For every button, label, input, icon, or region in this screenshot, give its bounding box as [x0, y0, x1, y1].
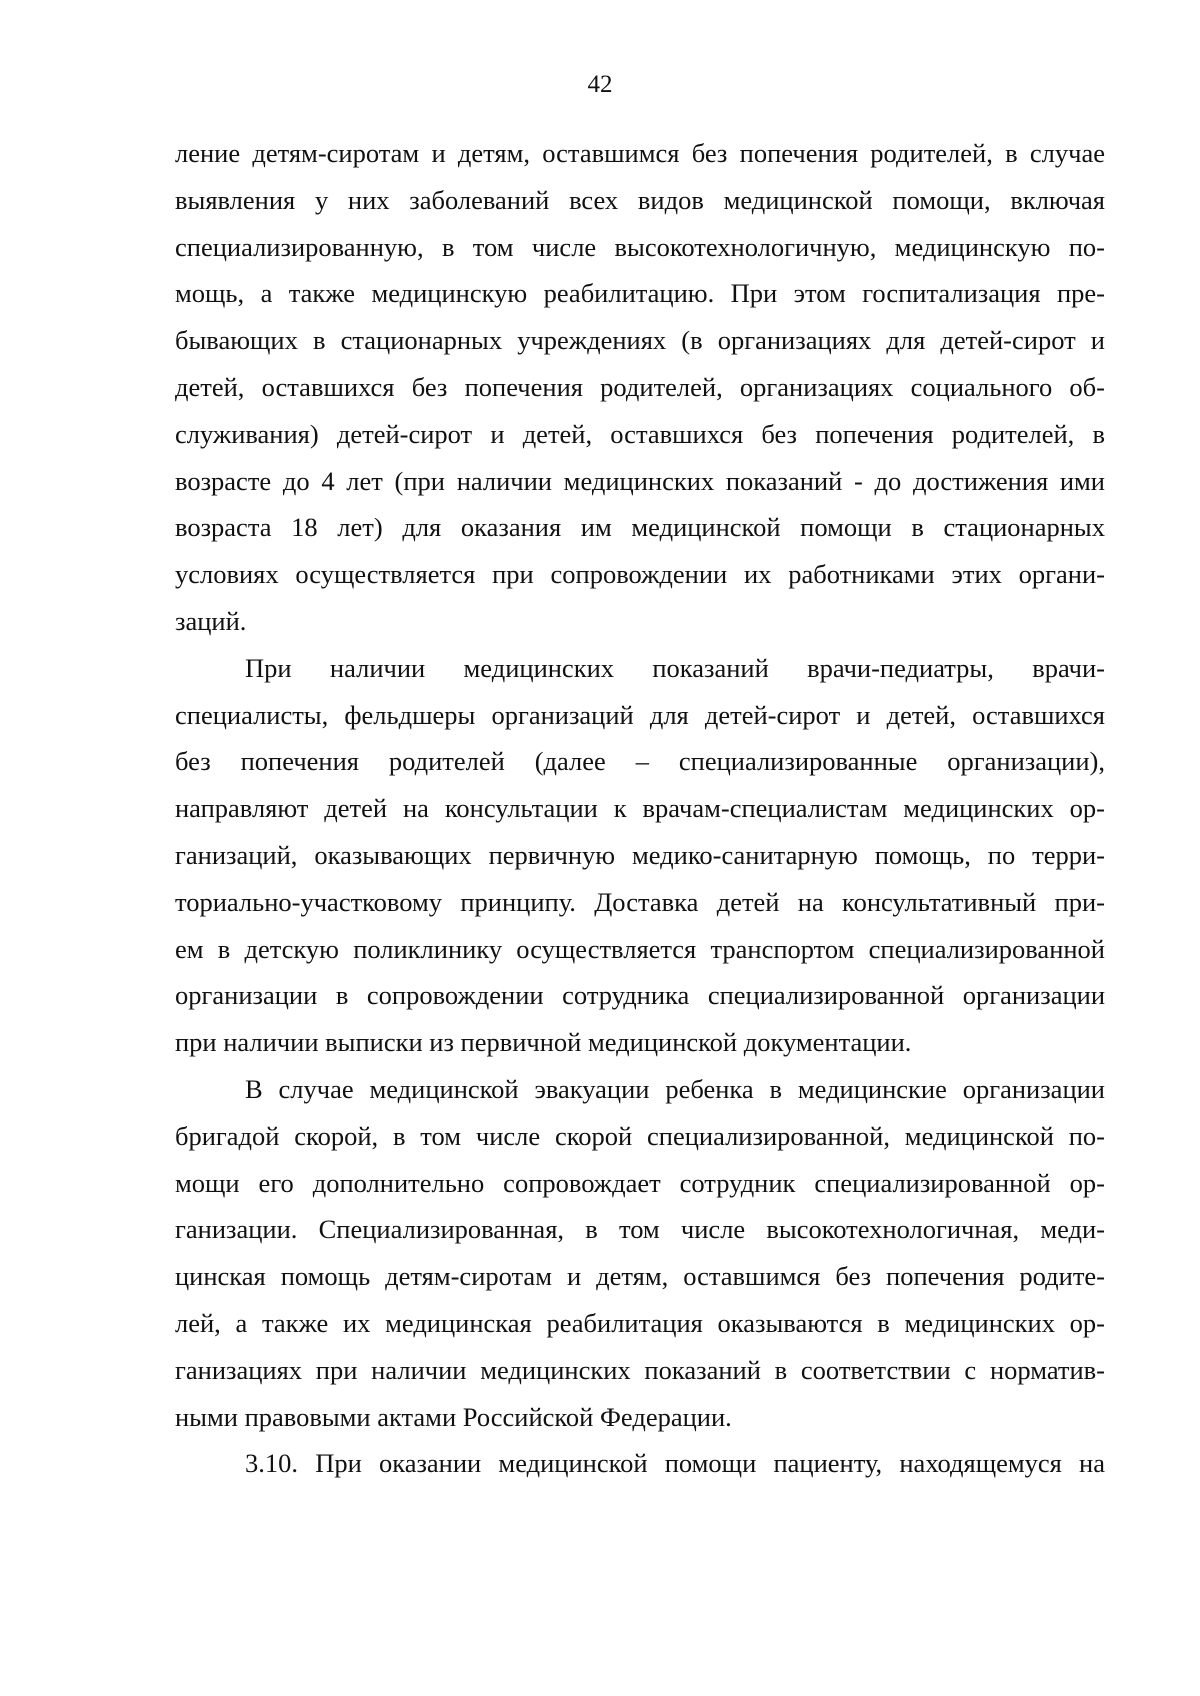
- text-line: ными правовыми актами Российской Федерации.: [175, 1401, 732, 1432]
- text-line: условиях осуществляется при сопровождении их работниками этих органи-: [175, 559, 1105, 590]
- text-line: 3.10. При оказании медицинской помощи пациенту, находящемуся на: [245, 1448, 1105, 1479]
- text-line: мощь, а также медицинскую реабилитацию. При этом госпитализация пре-: [175, 278, 1105, 309]
- text-line: ганизации. Специализированная, в том числе высокотехнологичная, меди-: [175, 1214, 1105, 1245]
- document-body: [175, 130, 1105, 1487]
- text-line: выявления у них заболеваний всех видов медицинской помощи, включая: [175, 184, 1105, 215]
- text-line: служивания) детей-сирот и детей, оставшихся без попечения родителей, в: [175, 418, 1105, 449]
- page-number: 42: [587, 71, 613, 98]
- text-line: бригадой скорой, в том числе скорой специализированной, медицинской по-: [175, 1120, 1105, 1151]
- text-line: ление детям-сиротам и детям, оставшимся без попечения родителей, в случае: [175, 138, 1105, 168]
- paragraph-3: [175, 1066, 1105, 1440]
- text-line: ганизациях при наличии медицинских показаний в соответствии с норматив-: [175, 1354, 1105, 1385]
- paragraph-2: [175, 645, 1105, 1066]
- text-line: ем в детскую поликлинику осуществляется транспортом специализированной: [175, 933, 1105, 964]
- paragraph-1: [175, 130, 1105, 645]
- text-line: лей, а также их медицинская реабилитация оказываются в медицинских ор-: [175, 1307, 1105, 1338]
- text-line: возрасте до 4 лет (при наличии медицинских показаний - до достижения ими: [175, 465, 1105, 496]
- paragraph-3-10: [175, 1440, 1105, 1487]
- text-line: специализированную, в том числе высокотехнологичную, медицинскую по-: [175, 231, 1105, 262]
- text-line: детей, оставшихся без попечения родителей, организациях социального об-: [175, 371, 1105, 402]
- text-line: при наличии выписки из первичной медицинской документации.: [175, 1027, 912, 1058]
- text-line: специалисты, фельдшеры организаций для детей-сирот и детей, оставшихся: [175, 699, 1105, 730]
- text-line: направляют детей на консультации к врачам-специалистам медицинских ор-: [175, 793, 1105, 824]
- text-line: ганизаций, оказывающих первичную медико-санитарную помощь, по терри-: [175, 839, 1105, 870]
- text-line: без попечения родителей (далее – специализированные организации),: [175, 746, 1105, 777]
- text-line: заций.: [175, 605, 247, 636]
- text-line: бывающих в стационарных учреждениях (в организациях для детей-сирот и: [175, 325, 1105, 356]
- text-line: возраста 18 лет) для оказания им медицинской помощи в стационарных: [175, 512, 1105, 543]
- text-line: При наличии медицинских показаний врачи-педиатры, врачи-: [245, 652, 1105, 683]
- text-line: ториально-участковому принципу. Доставка детей на консультативный при-: [175, 886, 1105, 917]
- text-line: В случае медицинской эвакуации ребенка в медицинские организации: [245, 1073, 1105, 1104]
- text-line: организации в сопровождении сотрудника специализированной организации: [175, 980, 1105, 1011]
- text-line: цинская помощь детям-сиротам и детям, оставшимся без попечения родите-: [175, 1261, 1105, 1292]
- text-line: мощи его дополнительно сопровождает сотрудник специализированной ор-: [175, 1167, 1105, 1198]
